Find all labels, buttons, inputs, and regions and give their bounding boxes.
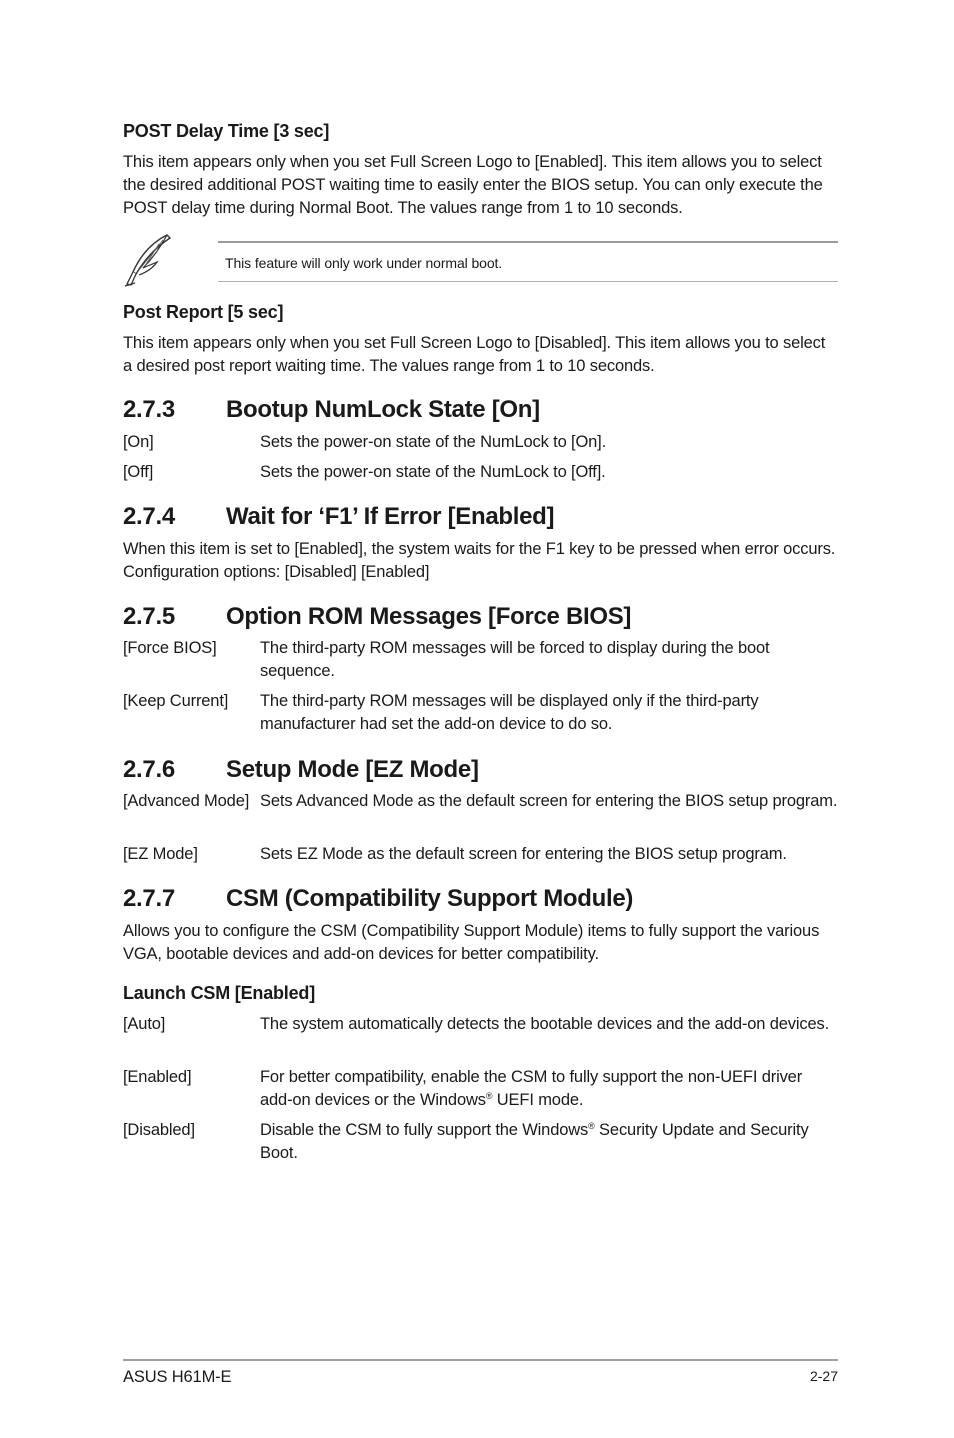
option-description: The third-party ROM messages will be displayed only if the third-party manufacturer had set the add-on device to do so. [260,692,759,733]
option-description: The third-party ROM messages will be forced to display during the boot sequence. [260,639,770,680]
description-text: Disable the CSM to fully support the Windows [260,1121,589,1139]
option-value: [Keep Current] [123,692,229,710]
section-number: 2.7.4 [123,503,175,530]
option-description: The system automatically detects the bootable devices and the add-on devices. [260,1015,830,1033]
post-report-body: This item appears only when you set Full Screen Logo to [Disabled]. This item allows you to select a desired post report waiting time. The values range from 1 to 10 seconds. [123,334,826,375]
footer-product: ASUS H61M-E [123,1368,232,1386]
description-text: For better compatibility, enable the CSM to fully support the non-UEFI driver add-on devices or the Windows [260,1068,803,1109]
section-title: Bootup NumLock State [On] [226,396,540,423]
post-report-title: Post Report [5 sec] [123,302,284,322]
section-number: 2.7.7 [123,885,175,912]
registered-mark: ® [485,1091,493,1101]
section-number: 2.7.6 [123,756,175,783]
post-delay-body: This item appears only when you set Full Screen Logo to [Enabled]. This item allows you to select the desired additional POST waiting time to easily enter the BIOS setup. You can only execute the POST delay time during Normal Boot. The values range from 1 to 10 seconds. [123,153,823,217]
section-number: 2.7.3 [123,396,175,423]
option-description: Sets the power-on state of the NumLock to [Off]. [260,463,606,481]
option-description [260,1119,838,1165]
note-text: This feature will only work under normal boot. [225,255,503,271]
section-number: 2.7.5 [123,603,175,630]
footer-rule [123,1359,838,1361]
option-value: [Disabled] [123,1121,195,1139]
section-274-body: When this item is set to [Enabled], the system waits for the F1 key to be pressed when error occurs. Configuration options: [Disabled] [Enabled] [123,540,836,581]
note-rule-top [218,241,838,243]
option-description: Sets Advanced Mode as the default screen for entering the BIOS setup program. [260,792,838,810]
option-value: [Auto] [123,1015,166,1033]
option-description: Sets the power-on state of the NumLock to [On]. [260,433,607,451]
note-rule-bottom [218,281,838,282]
post-delay-title: POST Delay Time [3 sec] [123,121,330,141]
option-value: [EZ Mode] [123,845,198,863]
section-title: CSM (Compatibility Support Module) [226,885,634,912]
option-value: [Force BIOS] [123,639,217,657]
section-title: Wait for ‘F1’ If Error [Enabled] [226,503,555,530]
launch-csm-title: Launch CSM [Enabled] [123,983,316,1003]
option-value: [On] [123,433,154,451]
option-description [260,1066,838,1112]
section-title: Option ROM Messages [Force BIOS] [226,603,632,630]
option-value: [Advanced Mode] [123,792,250,810]
note-box [123,232,838,288]
registered-mark: ® [588,1121,595,1131]
footer-page-number: 2-27 [809,1368,838,1384]
description-text: Security Update and Security Boot. [260,1121,809,1162]
section-277-body: Allows you to configure the CSM (Compatibility Support Module) items to fully support the various VGA, bootable devices and add-on devices for better compatibility. [123,922,820,963]
feather-pen-icon [123,232,179,288]
option-value: [Off] [123,463,154,481]
section-title: Setup Mode [EZ Mode] [226,756,479,783]
option-description: Sets EZ Mode as the default screen for entering the BIOS setup program. [260,845,787,863]
description-text: UEFI mode. [492,1091,584,1109]
option-value: [Enabled] [123,1068,192,1086]
